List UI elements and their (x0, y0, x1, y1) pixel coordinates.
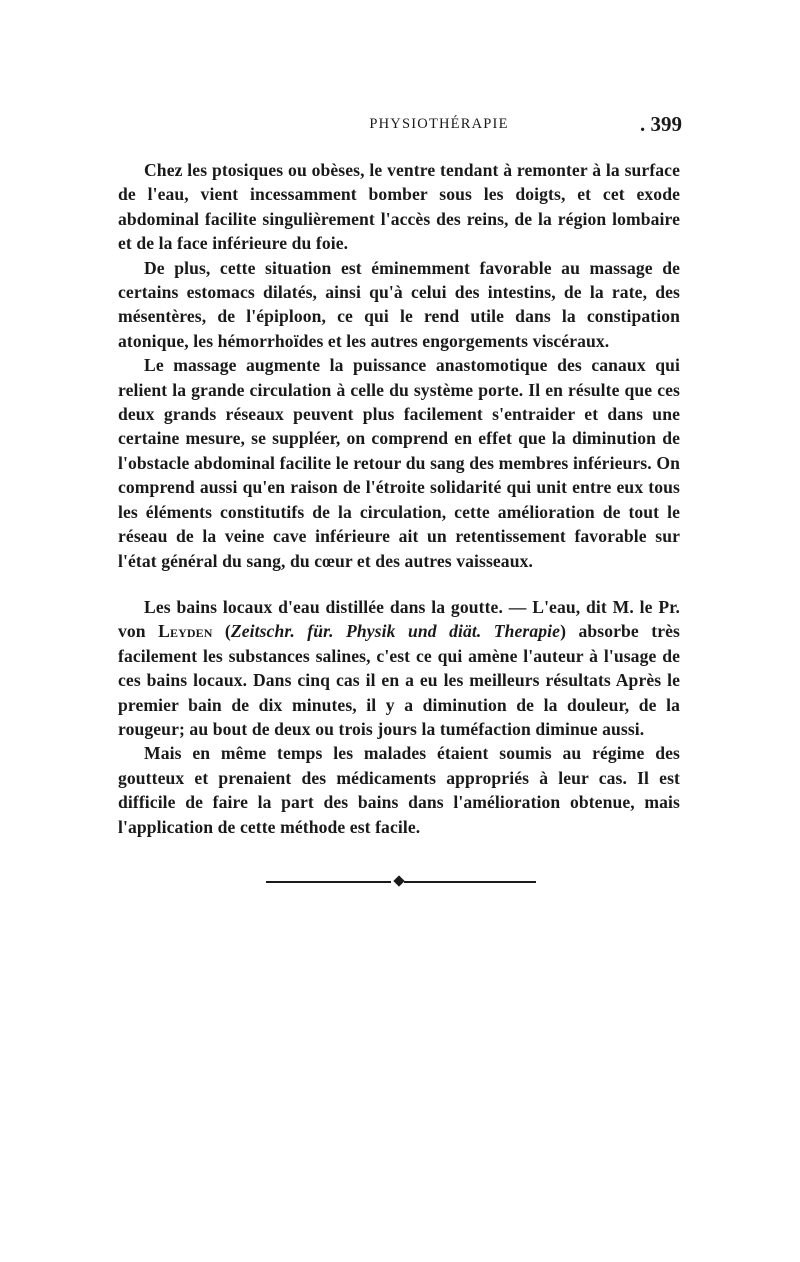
page-number: . 399 (640, 112, 682, 136)
section-gap (118, 573, 680, 595)
paragraph-anastomotique: Le massage augmente la puissance anastomotique des canaux qui relient la grande circulation à celle du système porte. Il en résulte que ces deux grands réseaux peuvent plus facilement s'entraider et dans une certaine mesure, se suppléer, on comprend en effet que la diminution de l'obstacle abdominal facilite le retour du sang des membres inférieurs. On comprend aussi qu'en raison de l'étroite solidarité qui unit entre eux tous les éléments constitutifs de la circulation, cette amélioration de tout le réseau de la veine cave inférieure ait un retentissement favorable sur l'état général du sang, du cœur et des autres vaisseaux. (118, 355, 680, 571)
running-head (118, 112, 680, 138)
ornament-line-left (266, 881, 391, 883)
diamond-icon (393, 875, 404, 886)
ornament-line-right (404, 881, 536, 883)
section-heading: Les bains locaux d'eau distillée dans la goutte. (144, 596, 503, 617)
running-title: PHYSIOTHÉRAPIE (369, 116, 509, 132)
paragraph-regime-goutteux: Mais en même temps les malades étaient soumis au régime des goutteux et prenaient des médicaments appropriés à leur cas. Il est difficile de faire la part des bains dans l'amélioration obtenue, mais l'application de cette méthode est facile. (118, 743, 680, 837)
author-name: Leyden (158, 621, 213, 642)
section-body-text: ) absorbe très facilement les substances salines, c'est ce qui amène l'auteur à l'usage de ces bains locaux. Dans cinq cas il en a eu les meilleurs résultats Après le premier bain de dix minutes, il y a diminution de la douleur, de la rougeur; au bout de deux ou trois jours la tuméfaction diminue aussi. (118, 621, 680, 739)
open-paren: ( (212, 621, 231, 642)
diamond-rule-ornament-icon (266, 875, 536, 889)
paragraph-massage-estomacs: De plus, cette situation est éminemment favorable au massage de certains estomacs dilatés, ainsi qu'à celui des intestins, de la rate, des mésentères, de l'épiploon, ce qui le rend utile dans la constipation atonique, les hémorrhoïdes et les autres engorgements viscéraux. (118, 257, 680, 351)
paragraph-ptosiques: Chez les ptosiques ou obèses, le ventre tendant à remonter à la surface de l'eau, vient incessamment bomber sous les doigts, et cet exode abdominal facilite singulièrement l'accès des reins, de la région lombaire et de la face inférieure du foie. (118, 160, 680, 254)
section-paragraph-bains-locaux (118, 595, 680, 741)
journal-citation: Zeitschr. für. Physik und diät. Therapie (230, 621, 561, 642)
book-page (118, 112, 680, 889)
section-dash-text: — L'eau, dit M. le Pr. von (118, 596, 680, 642)
